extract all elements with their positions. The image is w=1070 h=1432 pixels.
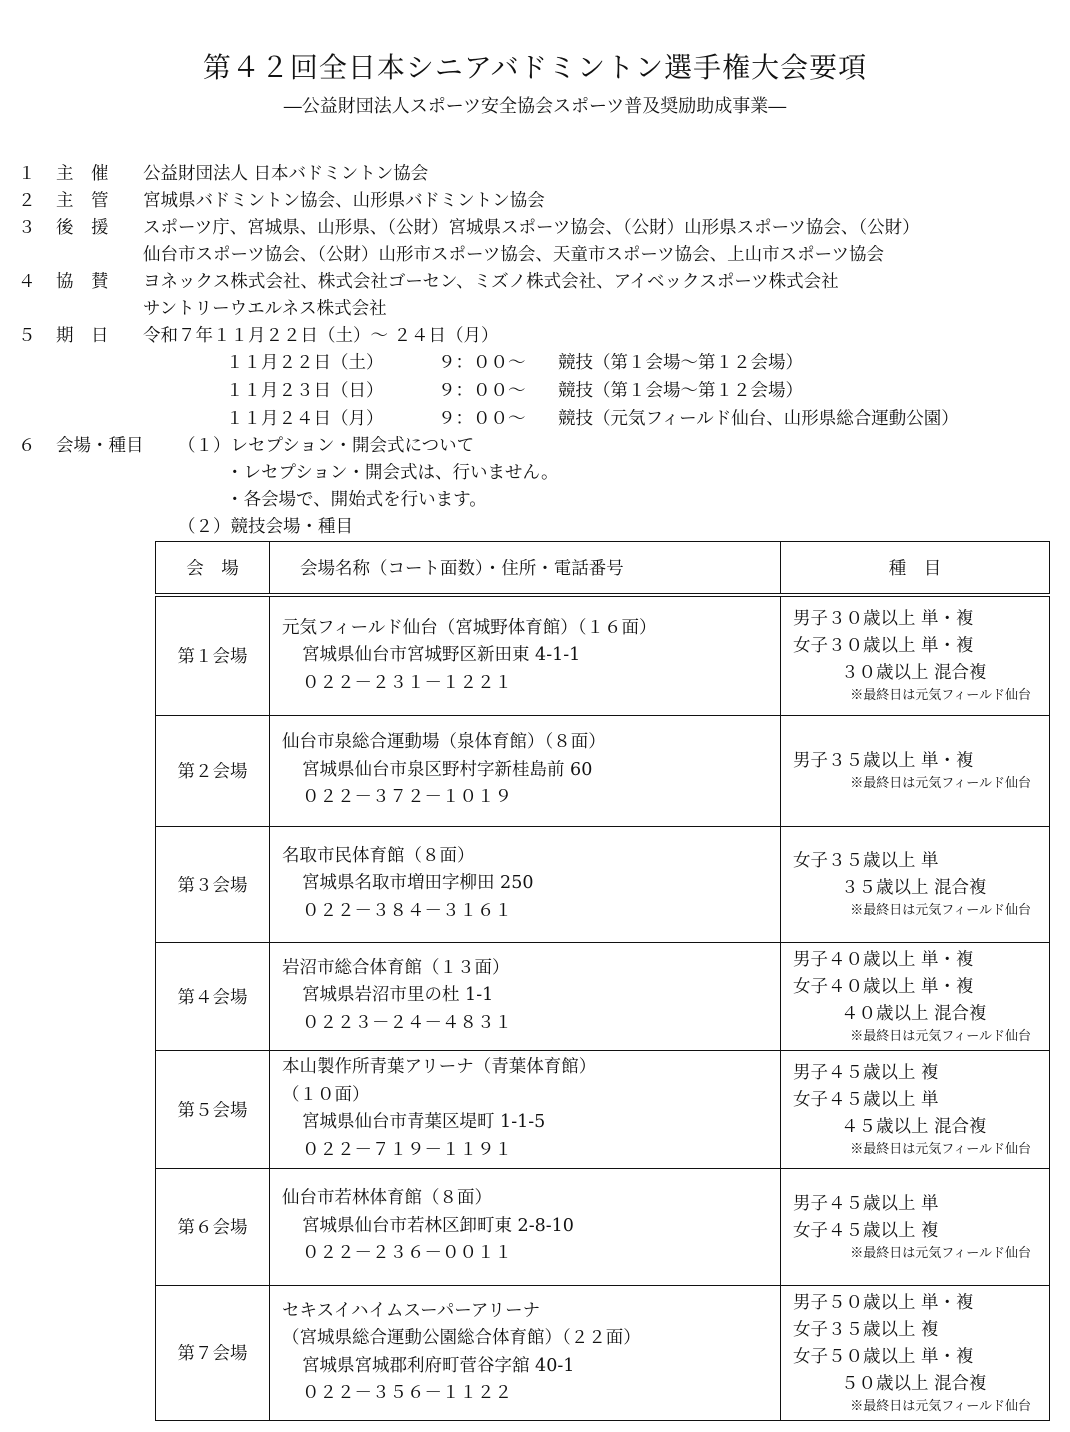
venue-info — [270, 1050, 781, 1168]
section-number: ６ — [18, 436, 36, 456]
venue-info — [270, 942, 781, 1050]
venue-info — [270, 826, 781, 942]
event-item: ４０歳以上 混合複 — [841, 1003, 987, 1024]
section-text: 令和７年１１月２２日（土）～ ２４日（月） — [143, 326, 499, 346]
venue-address: 宮城県仙台市若林区卸町東 2-8-10 — [302, 1215, 574, 1236]
section-number: １ — [18, 164, 36, 184]
section6-item1: （１）レセプション・開会式について — [178, 436, 475, 456]
event-item: ３５歳以上 混合複 — [841, 878, 987, 898]
event-item: 女子４５歳以上 単 — [793, 1089, 939, 1110]
page-title: 第４２回全日本シニアバドミントン選手権大会要項 — [202, 51, 868, 84]
section-number: ３ — [18, 218, 36, 238]
venue-table — [155, 541, 1050, 1421]
section-label: 期 日 — [56, 326, 109, 346]
event-item: 女子４０歳以上 単・複 — [793, 976, 974, 997]
table-body — [156, 595, 1050, 1420]
table-row — [156, 595, 1050, 715]
venue-name-cont: （１０面） — [282, 1084, 370, 1105]
table-row — [156, 942, 1050, 1050]
section-text: ヨネックス株式会社、株式会社ゴーセン、ミズノ株式会社、アイベックスポーツ株式会社 — [143, 272, 839, 292]
final-day-note: ※最終日は元気フィールド仙台 — [850, 776, 1031, 791]
table-row — [156, 715, 1050, 826]
event-item: 男子３０歳以上 単・複 — [793, 609, 974, 630]
venue-phone: ０２２－３８４－３１６１ — [302, 900, 512, 921]
schedule-date: １１月２２日（土） — [226, 353, 384, 373]
venue-phone: ０２２－２３１－１２２１ — [302, 672, 512, 693]
schedule-desc: 競技（第１会場～第１２会場） — [558, 381, 803, 401]
final-day-note: ※最終日は元気フィールド仙台 — [850, 1141, 1031, 1157]
venue-address: 宮城県岩沼市里の杜 1-1 — [302, 985, 494, 1006]
event-item: ３０歳以上 混合複 — [841, 663, 987, 684]
table-row — [156, 826, 1050, 942]
venue-number: 第６会場 — [156, 1168, 270, 1285]
final-day-note: ※最終日は元気フィールド仙台 — [850, 1398, 1031, 1414]
header-venue: 会 場 — [156, 542, 270, 596]
header-venue-info: 会場名称（コート面数）・住所・電話番号 — [270, 542, 781, 596]
venue-address: 宮城県仙台市宮城野区新田東 4-1-1 — [302, 645, 581, 665]
event-item: ４５歳以上 混合複 — [841, 1116, 987, 1137]
event-item: 女子３５歳以上 単 — [793, 851, 939, 871]
section-text: スポーツ庁、宮城県、山形県、（公財）宮城県スポーツ協会、（公財）山形県スポーツ協会、（公財） — [143, 218, 920, 238]
section-label: 主 催 — [56, 164, 109, 184]
venue-name: セキスイハイムスーパーアリーナ — [282, 1300, 541, 1321]
venue-info — [270, 715, 781, 826]
event-item: 男子５０歳以上 単・複 — [793, 1292, 974, 1313]
venue-events — [781, 595, 1050, 715]
event-item: 男子４５歳以上 複 — [793, 1062, 939, 1083]
venue-number: 第３会場 — [156, 826, 270, 942]
venue-name-cont: （宮城県総合運動公園総合体育館）（２２面） — [282, 1328, 641, 1348]
event-item: 女子４５歳以上 複 — [793, 1220, 939, 1241]
schedule-desc: 競技（元気フィールド仙台、山形県総合運動公園） — [558, 409, 959, 429]
venue-address: 宮城県仙台市青葉区堤町 1-1-5 — [302, 1112, 546, 1132]
section-number: ２ — [18, 191, 36, 211]
section-text: サントリーウエルネス株式会社 — [143, 299, 387, 319]
bullet-line: ・各会場で、開始式を行います。 — [226, 490, 487, 510]
venue-phone: ０２２－３７２－１０１９ — [302, 787, 512, 808]
venue-number: 第１会場 — [156, 595, 270, 715]
venue-info — [270, 595, 781, 715]
event-item: ５０歳以上 混合複 — [841, 1373, 987, 1394]
venue-address: 宮城県仙台市泉区野村字新桂島前 60 — [302, 759, 593, 780]
venue-number: 第７会場 — [156, 1285, 270, 1420]
section-text: 宮城県バドミントン協会、山形県バドミントン協会 — [143, 191, 545, 211]
venue-info — [270, 1168, 781, 1285]
event-item: 男子４５歳以上 単 — [793, 1193, 939, 1214]
venue-name: 岩沼市総合体育館（１３面） — [282, 957, 510, 978]
venue-number: 第２会場 — [156, 715, 270, 826]
venue-events — [781, 1285, 1050, 1420]
event-item: 男子３５歳以上 単・複 — [793, 751, 974, 771]
bullet-line: ・レセプション・開会式は、行いません。 — [226, 463, 559, 483]
venue-phone: ０２２－３５６－１１２２ — [302, 1383, 512, 1403]
final-day-note: ※最終日は元気フィールド仙台 — [850, 903, 1031, 918]
venue-number: 第４会場 — [156, 942, 270, 1050]
schedule-desc: 競技（第１会場～第１２会場） — [558, 353, 803, 373]
venue-phone: ０２２－７１９－１１９１ — [302, 1139, 512, 1160]
event-item: 女子３５歳以上 複 — [793, 1319, 939, 1340]
section-label: 協 賛 — [56, 272, 109, 292]
section-number: ４ — [18, 272, 36, 292]
final-day-note: ※最終日は元気フィールド仙台 — [850, 688, 1031, 704]
venue-number: 第５会場 — [156, 1050, 270, 1168]
venue-phone: ０２２－２３６－００１１ — [302, 1243, 512, 1264]
section-number: ５ — [18, 326, 36, 346]
venue-name: 仙台市泉総合運動場（泉体育館）（８面） — [282, 732, 606, 753]
section-label: 会場・種目 — [56, 436, 144, 456]
table-row — [156, 1050, 1050, 1168]
venue-name: 名取市民体育館（８面） — [282, 845, 475, 866]
venue-phone: ０２２３－２４－４８３１ — [302, 1012, 512, 1033]
section-text: 公益財団法人 日本バドミントン協会 — [143, 164, 429, 184]
schedule-date: １１月２４日（月） — [226, 409, 384, 429]
venue-address: 宮城県宮城郡利府町菅谷字舘 40-1 — [302, 1355, 575, 1376]
event-item: 女子５０歳以上 単・複 — [793, 1346, 974, 1367]
table-row — [156, 1285, 1050, 1420]
schedule-time: ９：００～ — [438, 381, 526, 401]
schedule-time: ９：００～ — [438, 353, 526, 373]
schedule-date: １１月２３日（日） — [226, 381, 384, 401]
table-header-row — [156, 542, 1050, 596]
event-item: 男子４０歳以上 単・複 — [793, 949, 974, 970]
venue-info — [270, 1285, 781, 1420]
final-day-note: ※最終日は元気フィールド仙台 — [850, 1245, 1031, 1261]
section-label: 後 援 — [56, 218, 109, 238]
venue-address: 宮城県名取市増田字柳田 250 — [302, 873, 534, 894]
event-item: 女子３０歳以上 単・複 — [793, 636, 974, 657]
schedule-time: ９：００～ — [438, 409, 526, 429]
venue-events — [781, 1168, 1050, 1285]
header-events: 種 目 — [781, 542, 1050, 596]
section-label: 主 管 — [56, 191, 109, 211]
venue-name: 本山製作所青葉アリーナ（青葉体育館） — [282, 1057, 597, 1077]
venue-name: 元気フィールド仙台（宮城野体育館）（１６面） — [282, 617, 657, 638]
venue-events — [781, 826, 1050, 942]
section6-item2: （２）競技会場・種目 — [178, 517, 353, 537]
venue-name: 仙台市若林体育館（８面） — [282, 1188, 492, 1209]
venue-events — [781, 715, 1050, 826]
page-subtitle: ―公益財団法人スポーツ安全協会スポーツ普及奨励助成事業― — [283, 96, 787, 117]
table-row — [156, 1168, 1050, 1285]
venue-events — [781, 942, 1050, 1050]
final-day-note: ※最終日は元気フィールド仙台 — [850, 1028, 1031, 1044]
venue-events — [781, 1050, 1050, 1168]
section-text: 仙台市スポーツ協会、（公財）山形市スポーツ協会、天童市スポーツ協会、上山市スポーツ協会 — [143, 245, 884, 265]
